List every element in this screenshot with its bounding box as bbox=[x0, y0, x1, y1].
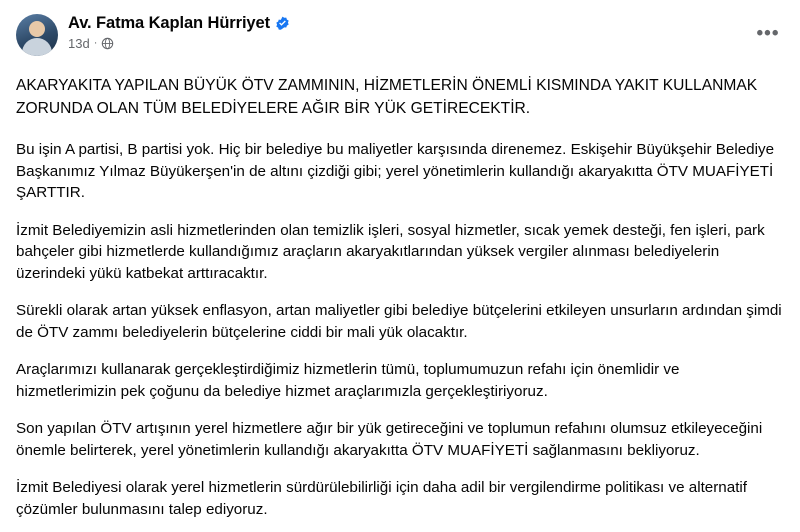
post-timestamp[interactable]: 13d bbox=[68, 36, 90, 51]
post-paragraph: AKARYAKITA YAPILAN BÜYÜK ÖTV ZAMMININ, HİZMETLERİN ÖNEMLİ KISMINDA YAKIT KULLANMAK ZORUNDA OLAN TÜM BELEDİYELERE AĞIR BİR YÜK GETİRECEKTİR. bbox=[16, 77, 758, 117]
post-paragraph: İzmit Belediyemizin asli hizmetlerinden olan temizlik işleri, sosyal hizmetler, sıcak yemek desteği, fen işleri, park bahçeler gibi hizmetlerde kullandığımız araçların akaryakıtlarından yüksek vergiler alınması belediyelerin üzerindeki yükü katbekat arttıracaktır. bbox=[16, 221, 765, 282]
post-header bbox=[16, 12, 784, 64]
post-paragraph: İzmit Belediyesi olarak yerel hizmetlerin sürdürülebilirliği için daha adil bir vergilendirme politikası ve alternatif çözümler bulunmasını talep ediyoruz. bbox=[16, 479, 748, 518]
author-name-row bbox=[68, 13, 290, 33]
meta-separator: · bbox=[93, 37, 98, 49]
post-paragraph: Araçlarımızı kullanarak gerçekleştirdiğimiz hizmetlerin tümü, toplumumuzun refahı için önemlidir ve hizmetlerimizin pek çoğunu da belediye hizmet araçlarımızla gerçekleştiriyoruz. bbox=[16, 361, 680, 400]
post-paragraph: Son yapılan ÖTV artışının yerel hizmetlere ağır bir yük getireceğini ve toplumun refahını olumsuz etkileyeceğini önemle belirterek, yerel yönetimlerin kullandığı akaryakıtta ÖTV MUAFİYETİ sağlanmasını bekliyoruz. bbox=[16, 420, 763, 459]
verified-badge-icon bbox=[275, 16, 290, 31]
post-paragraph: Bu işin A partisi, B partisi yok. Hiç bir belediye bu maliyetler karşısında direnemez. Eskişehir Büyükşehir Belediye Başkanımız Yılmaz Büyükerşen'in de altını çizdiği gibi; yerel yönetimlerin kullandığı akaryakıtta ÖTV MUAFİYETİ ŞARTTIR. bbox=[16, 141, 775, 201]
more-options-button[interactable]: ••• bbox=[756, 23, 780, 44]
post-message bbox=[16, 74, 784, 520]
post-paragraph: Sürekli olarak artan yüksek enflasyon, artan maliyetler gibi belediye bütçelerini etkileyen unsurların ardından şimdi de ÖTV zammı belediyelerin bütçelerine ciddi bir mali yük olacaktır. bbox=[16, 302, 782, 341]
globe-icon[interactable] bbox=[101, 37, 114, 50]
post-meta bbox=[68, 36, 290, 51]
page-name[interactable]: Av. Fatma Kaplan Hürriyet bbox=[68, 14, 270, 32]
avatar[interactable] bbox=[16, 14, 58, 56]
author-info bbox=[68, 12, 290, 51]
